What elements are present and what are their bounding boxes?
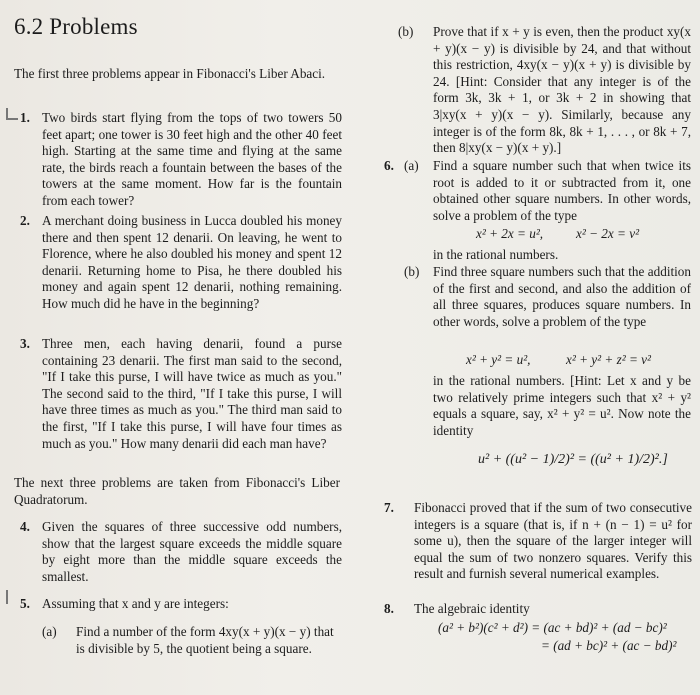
- part-label: (b): [398, 24, 414, 39]
- equation: = (ad + bc)² + (ac − bd)²: [541, 638, 677, 653]
- problem-6b-after: in the rational numbers. [Hint: Let x and y be two relatively prime integers such that x² + y² equals a square, say, x² + y² = u². Now note the identity: [433, 373, 691, 438]
- pencil-mark: [6, 590, 8, 604]
- part-label: (a): [404, 158, 419, 173]
- equation: (a² + b²)(c² + d²) = (ac + bd)² + (ad − bc)²: [438, 620, 667, 635]
- section-title: 6.2 Problems: [14, 14, 138, 39]
- identity-equation: u² + ((u² − 1)/2)² = ((u² + 1)/2)².]: [478, 452, 668, 467]
- problem-4-text: Given the squares of three successive odd numbers, show that the largest square exceeds the middle square by eight more than the middle square exceeds the smallest.: [42, 519, 342, 584]
- problem-number: 5.: [20, 596, 30, 611]
- problem-number: 7.: [384, 500, 394, 515]
- equation: x² + 2x = u²,: [476, 226, 544, 241]
- problem-6a-text: Find a square number such that when twice its root is added to it or subtracted from it, one obtained other square numbers. In other words, solve a problem of the type: [433, 158, 691, 223]
- problem-number: 1.: [20, 110, 30, 125]
- problem-2-text: A merchant doing business in Lucca doubled his money there and then spent 12 denarii. On leaving, he went to Florence, where he also doubled his money and spent 12 denarii. Returning home to Pisa, he there doubled his money and again spent 12 denarii, nothing remaining. How much did he have in the beginning?: [42, 213, 342, 311]
- intro-liber-abaci: The first three problems appear in Fibonacci's Liber Abaci.: [14, 66, 326, 81]
- equation: x² + y² + z² = v²: [566, 352, 651, 367]
- problem-number: 8.: [384, 601, 394, 616]
- problem-number: 6.: [384, 158, 394, 173]
- equation: x² − 2x = v²: [576, 226, 640, 241]
- problem-7-text: Fibonacci proved that if the sum of two consecutive integers is a square (that is, if n + (n − 1) = u² for some u), then the square of the larger integer will equal the sum of two nonzero squares. Verify this result and furnish several numerical examples.: [414, 500, 692, 582]
- problem-5-text: Assuming that x and y are integers:: [42, 596, 229, 611]
- problem-5a-text: Find a number of the form 4xy(x + y)(x − y) that is divisible by 5, the quotient being a square.: [76, 624, 334, 656]
- problem-6b-text: Find three square numbers such that the addition of the first and second, and also the addition of all three squares, produces square numbers. In other words, solve a problem of the type: [433, 264, 691, 329]
- pencil-mark: [6, 118, 18, 120]
- equation: x² + y² = u²,: [466, 352, 531, 367]
- problem-number: 2.: [20, 213, 30, 228]
- intro-liber-quadratorum: The next three problems are taken from Fibonacci's Liber Quadratorum.: [14, 475, 340, 507]
- problem-8-text: The algebraic identity: [414, 601, 530, 616]
- problem-number: 4.: [20, 519, 30, 534]
- problem-1-text: Two birds start flying from the tops of two towers 50 feet apart; one tower is 30 feet high and the other 40 feet high. Starting at the same time and flying at the same rate, the birds reach a fountain between the bases of the towers at the same moment. How far is the fountain from each tower?: [42, 110, 342, 208]
- problem-number: 3.: [20, 336, 30, 351]
- problem-6a-after: in the rational numbers.: [433, 247, 559, 262]
- part-label: (b): [404, 264, 420, 279]
- part-label: (a): [42, 624, 57, 639]
- problem-3-text: Three men, each having denarii, found a purse containing 23 denarii. The first man said to the second, "If I take this purse, I will have twice as much as you." The second said to the third, "If I take this purse, I will have three times as much as you." The third man said to the first, "If I take this purse, I will have four times as much as you." How many denarii did each man have?: [42, 336, 342, 451]
- problem-5b-text: Prove that if x + y is even, then the product xy(x + y)(x − y) is divisible by 24, and that without this restriction, 4xy(x − y)(x + y) is divisible by 24. [Hint: Consider that any integer is of the form 3k, 3k + 1, or 3k + 2 in showing that 3|xy(x + y)(x − y). Similarly, because any integer is of the form 8k, 8k + 1, . . . , or 8k + 7, then 8|xy(x − y)(x + y).]: [433, 24, 691, 156]
